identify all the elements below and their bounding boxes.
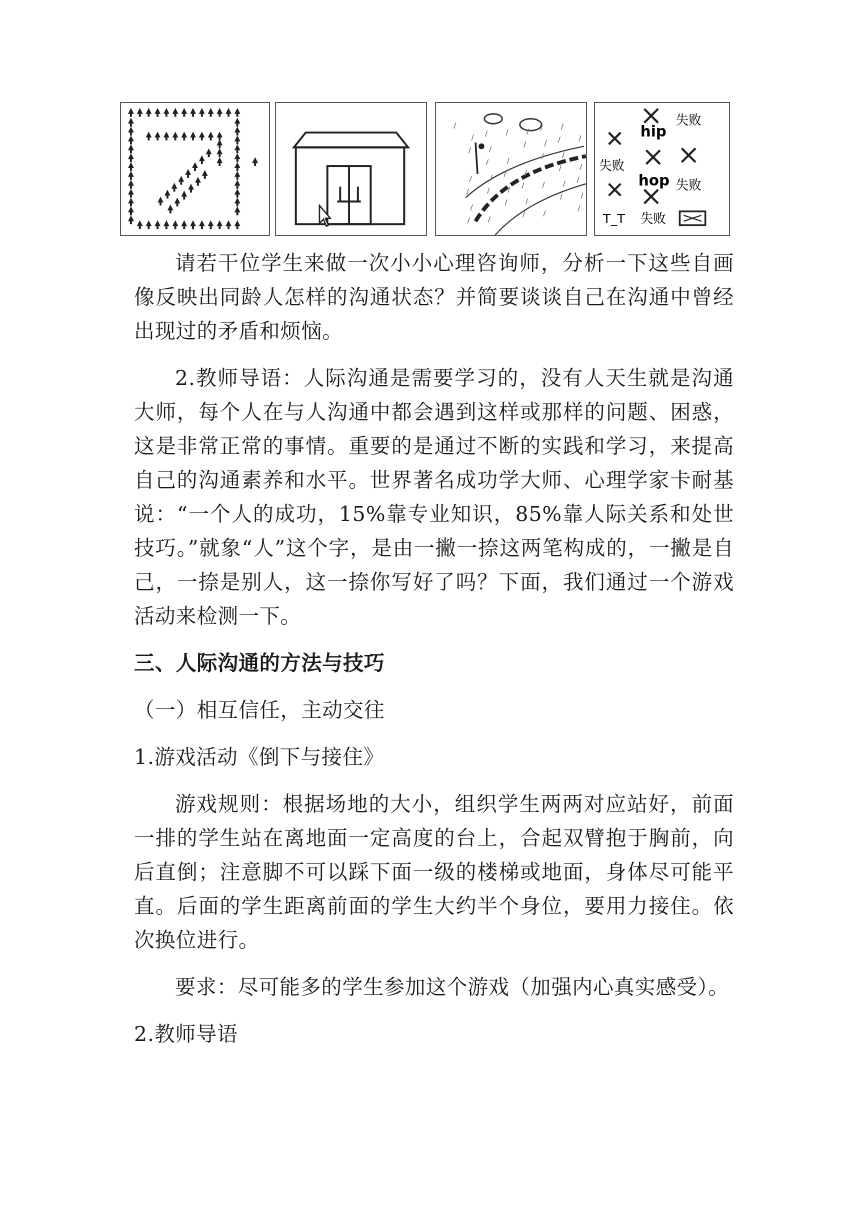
cursor-icon — [319, 205, 330, 226]
tree-icon — [234, 198, 240, 207]
self-portrait-figures — [120, 102, 730, 238]
tree-icon — [208, 220, 214, 229]
tree-icon — [128, 144, 134, 153]
tree-icon — [137, 108, 143, 117]
tree-icon — [155, 220, 161, 229]
tree-icon — [128, 153, 134, 162]
tree-icon — [181, 191, 187, 200]
rain-streak — [469, 147, 471, 153]
figure-tree-maze — [120, 102, 270, 236]
fig4-label-6: 失败 — [640, 212, 666, 228]
rain-streak — [526, 199, 528, 205]
tree-icon — [128, 206, 134, 215]
tree-icon — [234, 162, 240, 171]
tree-icon — [128, 189, 134, 198]
tree-icon — [234, 118, 240, 127]
figure-failure-marks — [594, 102, 730, 236]
tree-icon — [146, 220, 152, 229]
tree-icon — [217, 132, 223, 141]
rain-streak — [470, 176, 472, 182]
rain-streak — [490, 175, 492, 181]
rain-streak — [522, 183, 524, 189]
rain-streak — [577, 177, 579, 183]
rain-streak — [580, 164, 582, 170]
tree-icon — [208, 108, 214, 117]
tree-icon — [226, 220, 232, 229]
rain-streak — [468, 217, 470, 223]
tree-icon — [190, 132, 196, 141]
tree-icon — [234, 189, 240, 198]
tree-icon — [146, 108, 152, 117]
rain-streak — [488, 216, 490, 222]
rain-streak — [505, 200, 507, 206]
tree-icon — [234, 220, 240, 229]
tree-icon — [252, 157, 258, 166]
tree-icon — [167, 204, 173, 213]
rain-streak — [524, 141, 526, 147]
tree-icon — [163, 132, 169, 141]
tree-icon — [128, 118, 134, 127]
tree-icon — [234, 108, 240, 117]
tree-icon — [190, 108, 196, 117]
paragraph-game-rules: 游戏规则：根据场地的大小，组织学生两两对应站好，前面一排的学生站在离地面一定高度的台上，合起双臂抱于胸前，向后直倒；注意脚不可以踩下面一级的楼梯或地面，身体尽可能平直。后面的学生距离前面的学生大约半个身位，要用力接住。依次换位进行。 — [134, 792, 734, 952]
tree-icon — [195, 177, 201, 186]
house-drawing — [276, 103, 426, 235]
item-game-activity: 1.游戏活动《倒下与接住》 — [134, 745, 385, 769]
tree-icon — [163, 108, 169, 117]
rain-streak — [558, 136, 560, 142]
rainy-road-drawing — [436, 103, 586, 235]
fig4-label-5: T_T — [602, 212, 625, 228]
tree-icon — [208, 132, 214, 141]
rain-streak — [506, 130, 508, 136]
tree-icon — [234, 144, 240, 153]
rain-streak — [563, 181, 565, 187]
rain-streak — [486, 159, 488, 165]
tree-icon — [171, 183, 177, 192]
tree-icon — [190, 220, 196, 229]
failure-marks-drawing — [595, 103, 729, 235]
tree-icon — [128, 215, 134, 224]
tree-icon — [234, 206, 240, 215]
rain-streak — [559, 165, 561, 171]
tree-icon — [163, 220, 169, 229]
rain-streak — [507, 158, 509, 164]
rain-streak — [489, 146, 491, 152]
tree-icon — [202, 170, 208, 179]
rain-streak — [579, 136, 581, 142]
fig4-label-2: 失败 — [598, 158, 625, 174]
tree-icon — [164, 190, 170, 199]
item-teacher-guide: 2.教师导语 — [134, 1022, 238, 1046]
tree-icon — [217, 220, 223, 229]
tree-icon — [234, 180, 240, 189]
fig4-label-3: hop — [638, 172, 670, 190]
rain-streak — [508, 187, 510, 193]
tree-icon — [181, 132, 187, 141]
tree-icon — [146, 132, 152, 141]
fig4-label-0: hip — [640, 123, 667, 141]
paragraph-teacher-intro: 2.教师导语：人际沟通是需要学习的，没有人天生就是沟通大师，每个人在与人沟通中都会遇到这样或那样的问题、困惑，这是非常正常的事情。重要的是通过不断的实践和学习，来提高自己的沟通素养和水平。世界著名成功学大师、心理学家卡耐基说：“一个人的成功，15%靠专业知识，85%靠人际关系和处世技巧。”就象“人”这个字，是由一撇一捺这两笔构成的，一撇是自己，一捺是别人，这一捺你写好了吗？下面，我们通过一个游戏活动来检测一下。 — [134, 366, 734, 628]
tree-icon — [217, 148, 223, 157]
tree-icon — [174, 198, 180, 207]
tree-icon — [172, 220, 178, 229]
tree-icon — [217, 108, 223, 117]
tree-icon — [188, 184, 194, 193]
rain-streak — [562, 152, 564, 158]
figure-rainy-road — [435, 102, 587, 236]
tree-icon — [158, 197, 164, 206]
fig4-label-4: 失败 — [675, 178, 702, 194]
tree-icon — [128, 171, 134, 180]
rain-streak — [467, 189, 469, 195]
tree-icon — [128, 162, 134, 171]
section-heading: 三、人际沟通的方法与技巧 — [134, 651, 385, 675]
tree-icon — [217, 157, 223, 166]
rain-streak — [454, 123, 456, 129]
tree-icon — [155, 108, 161, 117]
rain-streak — [544, 210, 546, 216]
tree-icon — [185, 169, 191, 178]
rain-streak — [523, 211, 525, 217]
tree-icon — [199, 108, 205, 117]
tree-icon — [206, 148, 212, 157]
tree-icon — [199, 132, 205, 141]
tree-icon — [217, 139, 223, 148]
tree-maze-drawing — [121, 103, 269, 235]
rain-streak — [544, 140, 546, 146]
tree-icon — [137, 220, 143, 229]
tree-icon — [172, 108, 178, 117]
rain-streak — [543, 182, 545, 188]
rain-streak — [487, 188, 489, 194]
tree-icon — [234, 171, 240, 180]
tree-icon — [178, 176, 184, 185]
rain-streak — [560, 194, 562, 200]
tree-icon — [234, 127, 240, 136]
rain-streak — [485, 131, 487, 137]
tree-icon — [234, 153, 240, 162]
rain-streak — [472, 135, 474, 141]
tree-icon — [181, 220, 187, 229]
rain-streak — [527, 129, 529, 135]
paragraph-consultant: 请若干位学生来做一次小小心理咨询师，分析一下这些自画像反映出同龄人怎样的沟通状态？并简要谈谈自己在沟通中曾经出现过的矛盾和烦恼。 — [134, 251, 734, 343]
tree-icon — [128, 108, 134, 117]
tree-icon — [234, 136, 240, 145]
tree-icon — [155, 132, 161, 141]
rain-streak — [578, 205, 580, 211]
subsection-heading: （一）相互信任，主动交往 — [134, 698, 385, 722]
tree-icon — [199, 155, 205, 164]
tree-icon — [128, 127, 134, 136]
tree-icon — [199, 220, 205, 229]
rain-streak — [471, 204, 473, 210]
tree-icon — [226, 108, 232, 117]
figure-house — [275, 102, 427, 236]
rain-streak — [561, 124, 563, 130]
tree-icon — [172, 132, 178, 141]
tree-icon — [128, 136, 134, 145]
tree-icon — [192, 162, 198, 171]
tree-icon — [128, 180, 134, 189]
tree-icon — [181, 108, 187, 117]
document-body — [134, 246, 734, 1064]
tree-icon — [128, 198, 134, 207]
fig4-label-1: 失败 — [675, 113, 702, 129]
rain-streak — [581, 193, 583, 199]
paragraph-requirement: 要求：尽可能多的学生参加这个游戏（加强内心真实感受）。 — [175, 975, 730, 999]
